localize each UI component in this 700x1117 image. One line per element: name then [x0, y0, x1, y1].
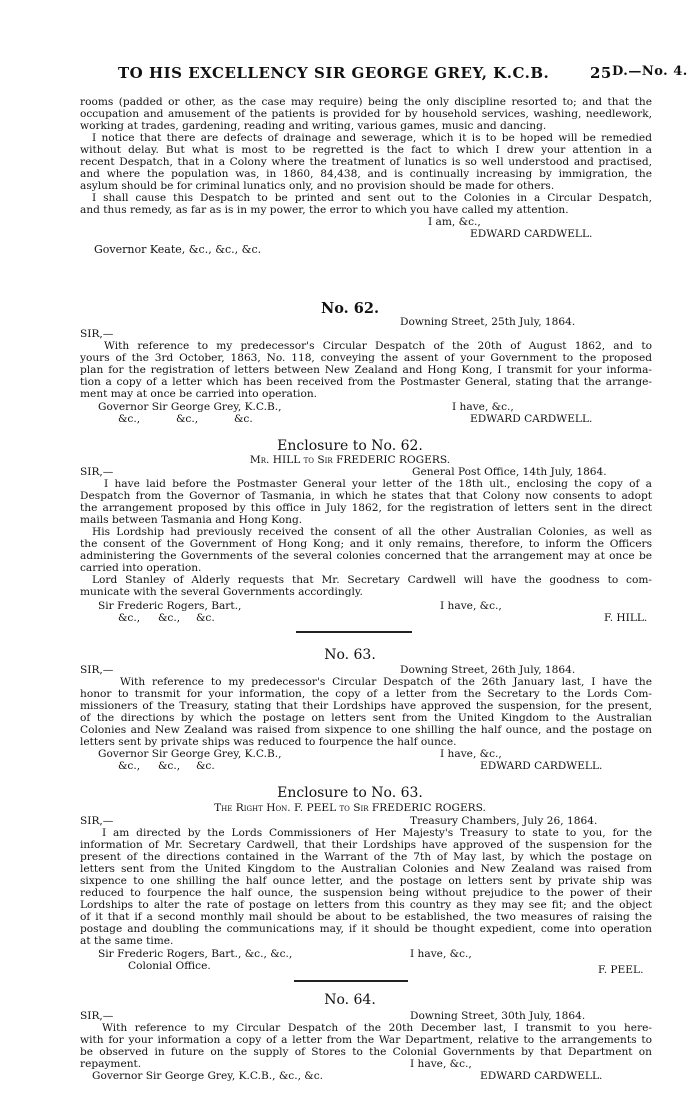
body-text-line: and thus remedy, as far as is in my power, the error to which you have called my attention. — [80, 204, 569, 216]
salutation: SIR,— — [80, 815, 114, 827]
salutation: SIR,— — [80, 466, 114, 478]
body-text-line: With reference to my predecessor's Circular Despatch of the 20th of August 1862, and to — [104, 340, 652, 352]
body-text-line: working at trades, gardening, reading and writing, various games, music and dancing. — [80, 120, 547, 132]
addressee: Governor Keate, &c., &c., &c. — [94, 243, 262, 256]
body-text-line: plan for the registration of letters between New Zealand and Hong Kong, I transmit for your informa- — [80, 364, 652, 376]
signature-name: F. HILL. — [604, 612, 648, 624]
addressee: Sir Frederic Rogers, Bart., &c., &c., — [98, 948, 293, 960]
page-number: 25 — [590, 64, 612, 82]
body-text-line: occupation and amusement of the patients is provided for by household services, washing, needlework, — [80, 108, 652, 120]
body-text-line: I notice that there are defects of drainage and sewerage, which it is to be hoped will be remedied — [92, 132, 652, 144]
body-text-line: repayment. — [80, 1058, 142, 1070]
body-text-line: and where the population was, in 1860, 84,438, and is continually increasing by immigration, the — [80, 168, 652, 180]
signature-name: EDWARD CARDWELL. — [480, 1070, 603, 1082]
body-text-line: at the same time. — [80, 935, 174, 947]
body-text-line: recent Despatch, that in a Colony where the treatment of lunatics is so well understood and practised, — [80, 156, 652, 168]
body-text-line: present of the directions contained in the Warrant of the 7th of May last, by which the postage on — [80, 851, 652, 863]
closing-salutation: I have, &c., — [452, 401, 514, 413]
body-text-line: I shall cause this Despatch to be printed and sent out to the Colonies in a Circular Despatch, — [92, 192, 652, 204]
enclosure-heading: Enclosure to No. 63. — [277, 785, 423, 801]
enclosure-subheading: The Right Hon. F. PEEL to Sir FREDERIC ROGERS. — [214, 802, 486, 814]
body-text-line: letters sent by private ships was reduced to fourpence the half ounce. — [80, 736, 457, 748]
body-text-line: I am directed by the Lords Commissioners of Her Majesty's Treasury to state to you, for the — [102, 827, 652, 839]
body-text-line: information of Mr. Secretary Cardwell, that their Lordships have approved of the suspension for the — [80, 839, 652, 851]
body-text-line: honor to transmit for your information, the copy of a letter from the Secretary to the Lords Com- — [80, 688, 652, 700]
body-text-line: the arrangement proposed by this office in July 1862, for the registration of letters sent in the direct — [80, 502, 652, 514]
body-text-line: of it that if a second monthly mail should be about to be established, the two measures of raising the — [80, 911, 652, 923]
body-text-line: His Lordship had previously received the consent of all the other Australian Colonies, as well as — [92, 526, 652, 538]
signature-name: EDWARD CARDWELL. — [470, 413, 593, 425]
body-text-line: reduced to fourpence the half ounce, the suspension being without prejudice to the power of their — [80, 887, 652, 899]
body-text-line: missioners of the Treasury, stating that their Lordships have approved the suspension, for the present, — [80, 700, 652, 712]
despatch-number: No. 64. — [324, 992, 376, 1008]
body-text-line: postage and doubling the communications may, if it should be thought expedient, come into operation — [80, 923, 652, 935]
addressee-etc: &c. — [196, 760, 215, 772]
despatch-number: No. 62. — [321, 300, 379, 317]
closing-salutation: I have, &c., — [410, 1058, 472, 1070]
document-series: D.—No. 4. — [612, 64, 688, 79]
closing-salutation: I have, &c., — [440, 748, 502, 760]
letter-date: Treasury Chambers, July 26, 1864. — [410, 815, 598, 827]
despatch-number: No. 63. — [324, 647, 376, 663]
addressee: Sir Frederic Rogers, Bart., — [98, 600, 242, 612]
body-text-line: of the directions by which the postage on letters sent from the United Kingdom to the Australian — [80, 712, 652, 724]
enclosure-heading: Enclosure to No. 62. — [277, 438, 423, 454]
body-text-line: with for your information a copy of a letter from the War Department, relative to the arrangements to — [80, 1034, 652, 1046]
letter-date: General Post Office, 14th July, 1864. — [412, 466, 607, 478]
body-text-line: Lord Stanley of Alderly requests that Mr. Secretary Cardwell will have the goodness to com- — [92, 574, 652, 586]
body-text-line: municate with the several Governments accordingly. — [80, 586, 363, 598]
body-text-line: With reference to my Circular Despatch of the 20th December last, I transmit to you here- — [102, 1022, 652, 1034]
addressee-office: Colonial Office. — [128, 960, 211, 972]
body-text-line: With reference to my predecessor's Circular Despatch of the 26th January last, I have the — [120, 676, 652, 688]
addressee-etc: &c., — [118, 612, 141, 624]
despatch-date: Downing Street, 26th July, 1864. — [400, 664, 576, 676]
despatch-date: Downing Street, 25th July, 1864. — [400, 316, 576, 328]
addressee-etc: &c., — [176, 413, 199, 425]
body-text-line: the consent of the Government of Hong Kong; and it only remains, therefore, to inform the Officers — [80, 538, 652, 550]
signature-name: EDWARD CARDWELL. — [470, 228, 593, 240]
body-text-line: rooms (padded or other, as the case may require) being the only discipline resorted to; and that the — [80, 96, 652, 108]
section-divider — [296, 631, 412, 633]
body-text-line: carried into operation. — [80, 562, 202, 574]
salutation: SIR,— — [80, 1010, 114, 1022]
body-text-line: tion a copy of a letter which has been received from the Postmaster General, stating that the arrange- — [80, 376, 652, 388]
closing-salutation: I am, &c., — [428, 216, 481, 228]
body-text-line: ment may at once be carried into operation. — [80, 388, 318, 400]
signature-name: F. PEEL. — [598, 964, 644, 976]
closing-salutation: I have, &c., — [410, 948, 472, 960]
enclosure-subheading: Mr. HILL to Sir FREDERIC ROGERS. — [249, 454, 451, 466]
addressee-etc: &c., — [158, 612, 181, 624]
addressee: Governor Sir George Grey, K.C.B., — [98, 748, 282, 760]
addressee-etc: &c., — [158, 760, 181, 772]
body-text-line: sixpence to one shilling the half ounce letter, and the postage on letters sent by private ship was — [80, 875, 652, 887]
closing-salutation: I have, &c., — [440, 600, 502, 612]
addressee: Governor Sir George Grey, K.C.B., — [98, 401, 282, 413]
addressee-etc: &c., — [118, 760, 141, 772]
body-text-line: mails between Tasmania and Hong Kong. — [80, 514, 303, 526]
body-text-line: I have laid before the Postmaster General your letter of the 18th ult., enclosing the copy of a — [104, 478, 652, 490]
body-text-line: letters sent from the United Kingdom to the Australian Colonies and New Zealand was raised from — [80, 863, 652, 875]
body-text-line: asylum should be for criminal lunatics only, and no provision should be made for others. — [80, 180, 555, 192]
body-text-line: administering the Governments of the several colonies concerned that the arrangement may at once be — [80, 550, 652, 562]
addressee: Governor Sir George Grey, K.C.B., &c., &c. — [92, 1070, 324, 1082]
body-text-line: be observed in future on the supply of Stores to the Colonial Governments by that Department on — [80, 1046, 652, 1058]
body-text-line: Lordships to alter the rate of postage on letters from this country as they may see fit; and the object — [80, 899, 652, 911]
running-header-title: TO HIS EXCELLENCY SIR GEORGE GREY, K.C.B. — [118, 64, 550, 82]
addressee-etc: &c. — [234, 413, 253, 425]
addressee-etc: &c. — [196, 612, 215, 624]
body-text-line: Despatch from the Governor of Tasmania, in which he states that that Colony now consents to adopt — [80, 490, 652, 502]
addressee-etc: &c., — [118, 413, 141, 425]
salutation: SIR,— — [80, 664, 114, 676]
despatch-date: Downing Street, 30th July, 1864. — [410, 1010, 586, 1022]
section-divider — [294, 980, 408, 982]
body-text-line: without delay. But what is most to be regretted is the fact to which I drew your attention in a — [80, 144, 652, 156]
signature-name: EDWARD CARDWELL. — [480, 760, 603, 772]
body-text-line: yours of the 3rd October, 1863, No. 118, conveying the assent of your Government to the proposed — [80, 352, 652, 364]
salutation: SIR,— — [80, 328, 114, 340]
body-text-line: Colonies and New Zealand was raised from sixpence to one shilling the half ounce, and the postage on — [80, 724, 652, 736]
